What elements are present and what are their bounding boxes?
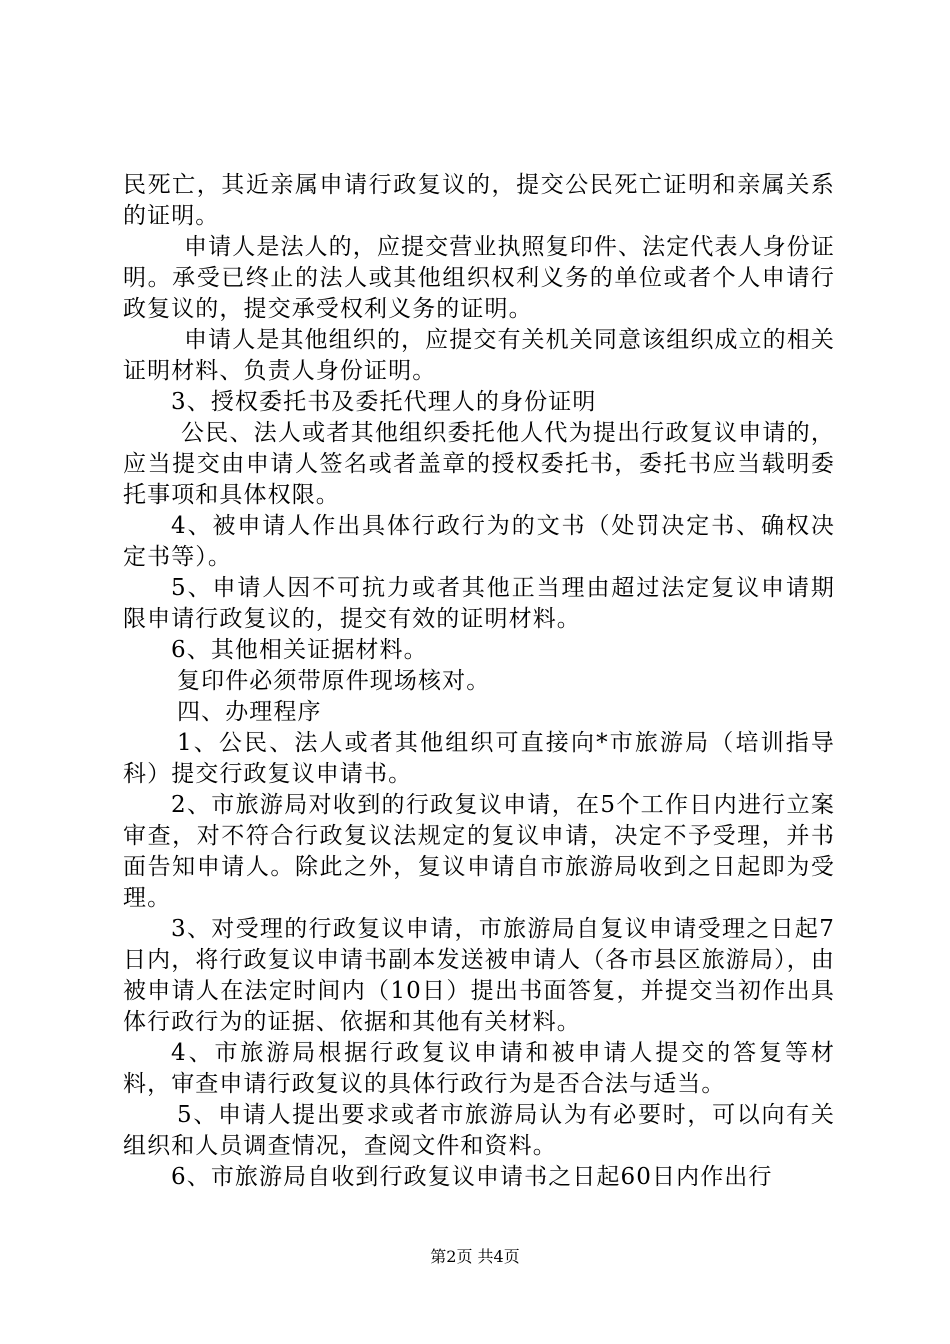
paragraph: 复印件必须带原件现场核对。 [177, 668, 491, 694]
page-number-label: 第2页 共4页 [430, 1247, 520, 1266]
paragraph: 申请人是法人的，应提交营业执照复印件、法定代表人身份证明。承受已终止的法人或其他组织权利义务的单位或者个人申请行政复议的，提交承受权利义务的证明。 [123, 234, 835, 322]
paragraph: 5、申请人因不可抗力或者其他正当理由超过法定复议申请期限申请行政复议的，提交有效的证明材料。 [123, 575, 835, 632]
paragraph: 3、对受理的行政复议申请，市旅游局自复议申请受理之日起7日内，将行政复议申请书副本发送被申请人（各市县区旅游局），由被申请人在法定时间内（10日）提出书面答复，并提交当初作出具体行政行为的证据、依据和其他有关材料。 [123, 916, 835, 1035]
paragraph: 6、市旅游局自收到行政复议申请书之日起60日内作出行 [171, 1164, 773, 1190]
paragraph: 1、公民、法人或者其他组织可直接向*市旅游局（培训指导科）提交行政复议申请书。 [123, 730, 835, 787]
paragraph: 5、申请人提出要求或者市旅游局认为有必要时，可以向有关组织和人员调查情况，查阅文件和资料。 [123, 1102, 835, 1159]
paragraph: 4、市旅游局根据行政复议申请和被申请人提交的答复等材料，审查申请行政复议的具体行政行为是否合法与适当。 [123, 1040, 835, 1097]
section-heading: 四、办理程序 [177, 699, 322, 725]
document-body [123, 170, 835, 1193]
paragraph-heading: 3、授权委托书及委托代理人的身份证明 [171, 389, 597, 415]
page-footer [0, 1244, 950, 1267]
paragraph: 申请人是其他组织的，应提交有关机关同意该组织成立的相关证明材料、负责人身份证明。 [123, 327, 835, 384]
paragraph: 4、被申请人作出具体行政行为的文书（处罚决定书、确权决定书等）。 [123, 513, 835, 570]
paragraph: 公民、法人或者其他组织委托他人代为提出行政复议申请的，应当提交由申请人签名或者盖章的授权委托书，委托书应当载明委托事项和具体权限。 [123, 420, 835, 508]
paragraph: 2、市旅游局对收到的行政复议申请，在5个工作日内进行立案审查，对不符合行政复议法规定的复议申请，决定不予受理，并书面告知申请人。除此之外，复议申请自市旅游局收到之日起即为受理。 [123, 792, 835, 911]
paragraph: 民死亡，其近亲属申请行政复议的，提交公民死亡证明和亲属关系的证明。 [123, 172, 835, 229]
paragraph: 6、其他相关证据材料。 [171, 637, 428, 663]
